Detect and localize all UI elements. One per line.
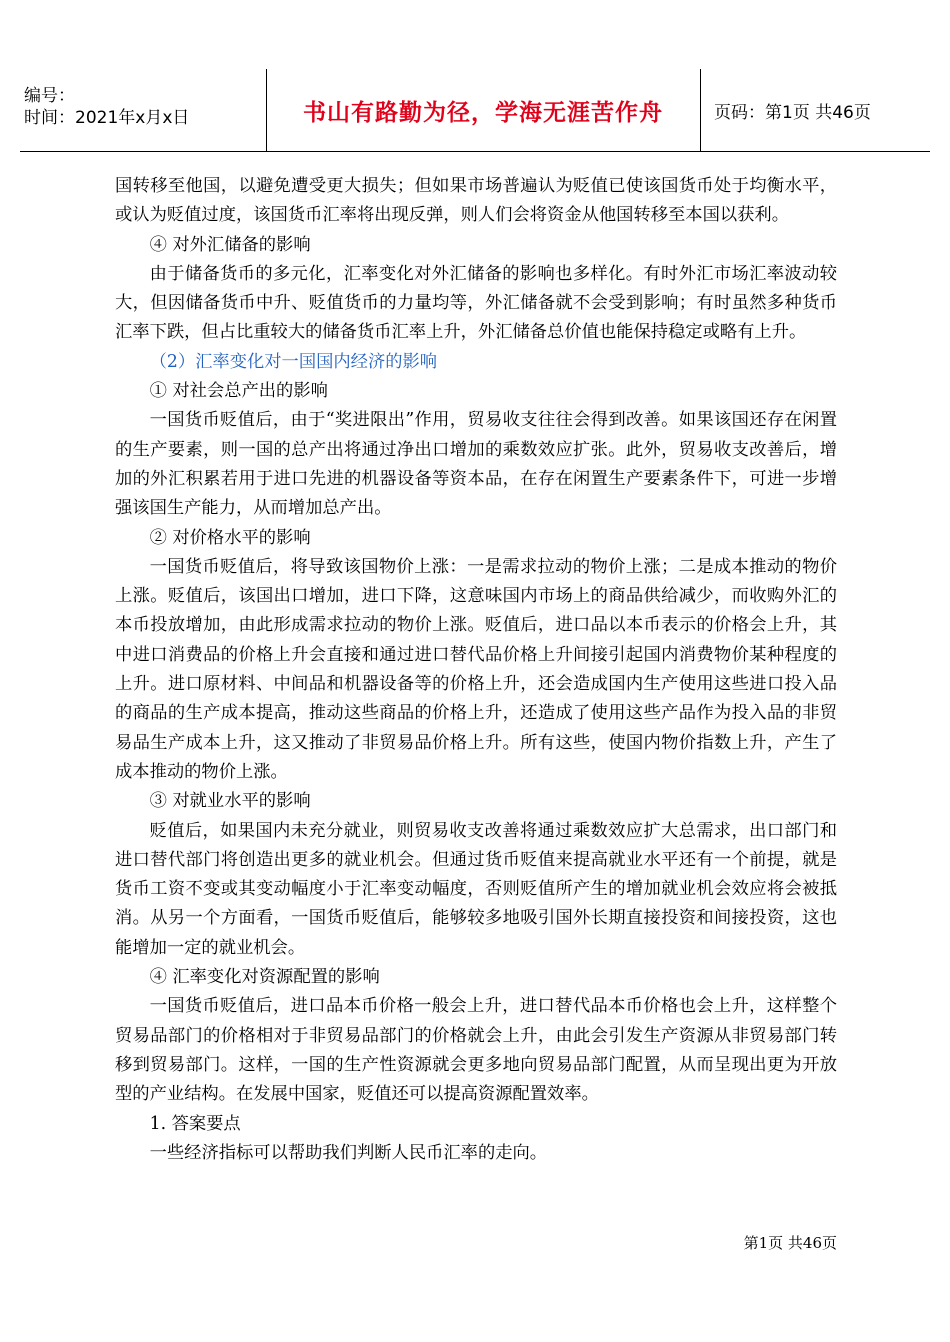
paragraph: 一国货币贬值后，将导致该国物价上涨：一是需求拉动的物价上涨；二是成本推动的物价上涨。贬值后，该国出口增加，进口下降，这意味国内市场上的商品供给减少，而收购外汇的本币投放增加，由此形成需求拉动的物价上涨。贬值后，进口品以本币表示的价格会上升，其中进口消费品的价格上升会直接和通过进口替代品价格上升间接引起国内消费物价某种程度的上升。进口原材料、中间品和机器设备等的价格上升，还会造成国内生产使用这些进口投入品的商品的生产成本提高，推动这些商品的价格上升，还造成了使用这些产品作为投入品的非贸易品生产成本上升，这又推动了非贸易品价格上升。所有这些，使国内物价指数上升，产生了成本推动的物价上涨。: [115, 556, 837, 782]
header-motto-cell: [266, 69, 701, 151]
section-heading: 1. 答案要点: [149, 1113, 241, 1134]
section-heading: ④ 汇率变化对资源配置的影响: [149, 967, 380, 988]
paragraph: 一些经济指标可以帮助我们判断人民币汇率的走向。: [149, 1142, 548, 1163]
page-code: 页码：第1页 共46页: [714, 102, 871, 123]
section-heading: ④ 对外汇储备的影响: [149, 234, 311, 255]
header-info-cell: [20, 69, 267, 151]
paragraph: 贬值后，如果国内未充分就业，则贸易收支改善将通过乘数效应扩大总需求，出口部门和进口替代部门将创造出更多的就业机会。但通过货币贬值来提高就业水平还有一个前提，就是货币工资不变或其变动幅度小于汇率变动幅度，否则贬值所产生的增加就业机会效应将会被抵消。从另一个方面看，一国货币贬值后，能够较多地吸引国外长期直接投资和间接投资，这也能增加一定的就业机会。: [115, 820, 837, 958]
document-body: [115, 172, 837, 1168]
section-heading: ③ 对就业水平的影响: [149, 791, 311, 812]
page-header: [20, 69, 930, 152]
paragraph: 国转移至他国，以避免遭受更大损失；但如果市场普遍认为贬值已使该国货币处于均衡水平，或认为贬值过度，该国货币汇率将出现反弹，则人们会将资金从他国转移至本国以获利。: [115, 176, 837, 226]
header-page-cell: [700, 69, 930, 151]
number-label: 编号：: [24, 86, 75, 106]
paragraph: 一国货币贬值后，由于“奖进限出”作用，贸易收支往往会得到改善。如果该国还存在闲置的生产要素，则一国的总产出将通过净出口增加的乘数效应扩张。此外，贸易收支改善后，增加的外汇积累若用于进口先进的机器设备等资本品，在存在闲置生产要素条件下，可进一步增强该国生产能力，从而增加总产出。: [115, 410, 837, 519]
paragraph: 由于储备货币的多元化，汇率变化对外汇储备的影响也多样化。有时外汇市场汇率波动较大，但因储备货币中升、贬值货币的力量均等，外汇储备就不会受到影响；有时虽然多种货币汇率下跌，但占比重较大的储备货币汇率上升，外汇储备总价值也能保持稳定或略有上升。: [115, 263, 837, 343]
section-heading: ① 对社会总产出的影响: [149, 381, 328, 402]
subsection-heading: （2）汇率变化对一国国内经济的影响: [149, 351, 438, 372]
section-heading: ② 对价格水平的影响: [149, 527, 311, 548]
paragraph: 一国货币贬值后，进口品本币价格一般会上升，进口替代品本币价格也会上升，这样整个贸易品部门的价格相对于非贸易品部门的价格就会上升，由此会引发生产资源从非贸易部门转移到贸易部门。这样，一国的生产性资源就会更多地向贸易品部门配置，从而呈现出更为开放型的产业结构。在发展中国家，贬值还可以提高资源配置效率。: [115, 996, 837, 1105]
motto-text: 书山有路勤为径，学海无涯苦作舟: [303, 99, 663, 126]
time-label: 时间：2021年x月x日: [24, 108, 190, 128]
page-footer: 第1页 共46页: [743, 1234, 837, 1252]
